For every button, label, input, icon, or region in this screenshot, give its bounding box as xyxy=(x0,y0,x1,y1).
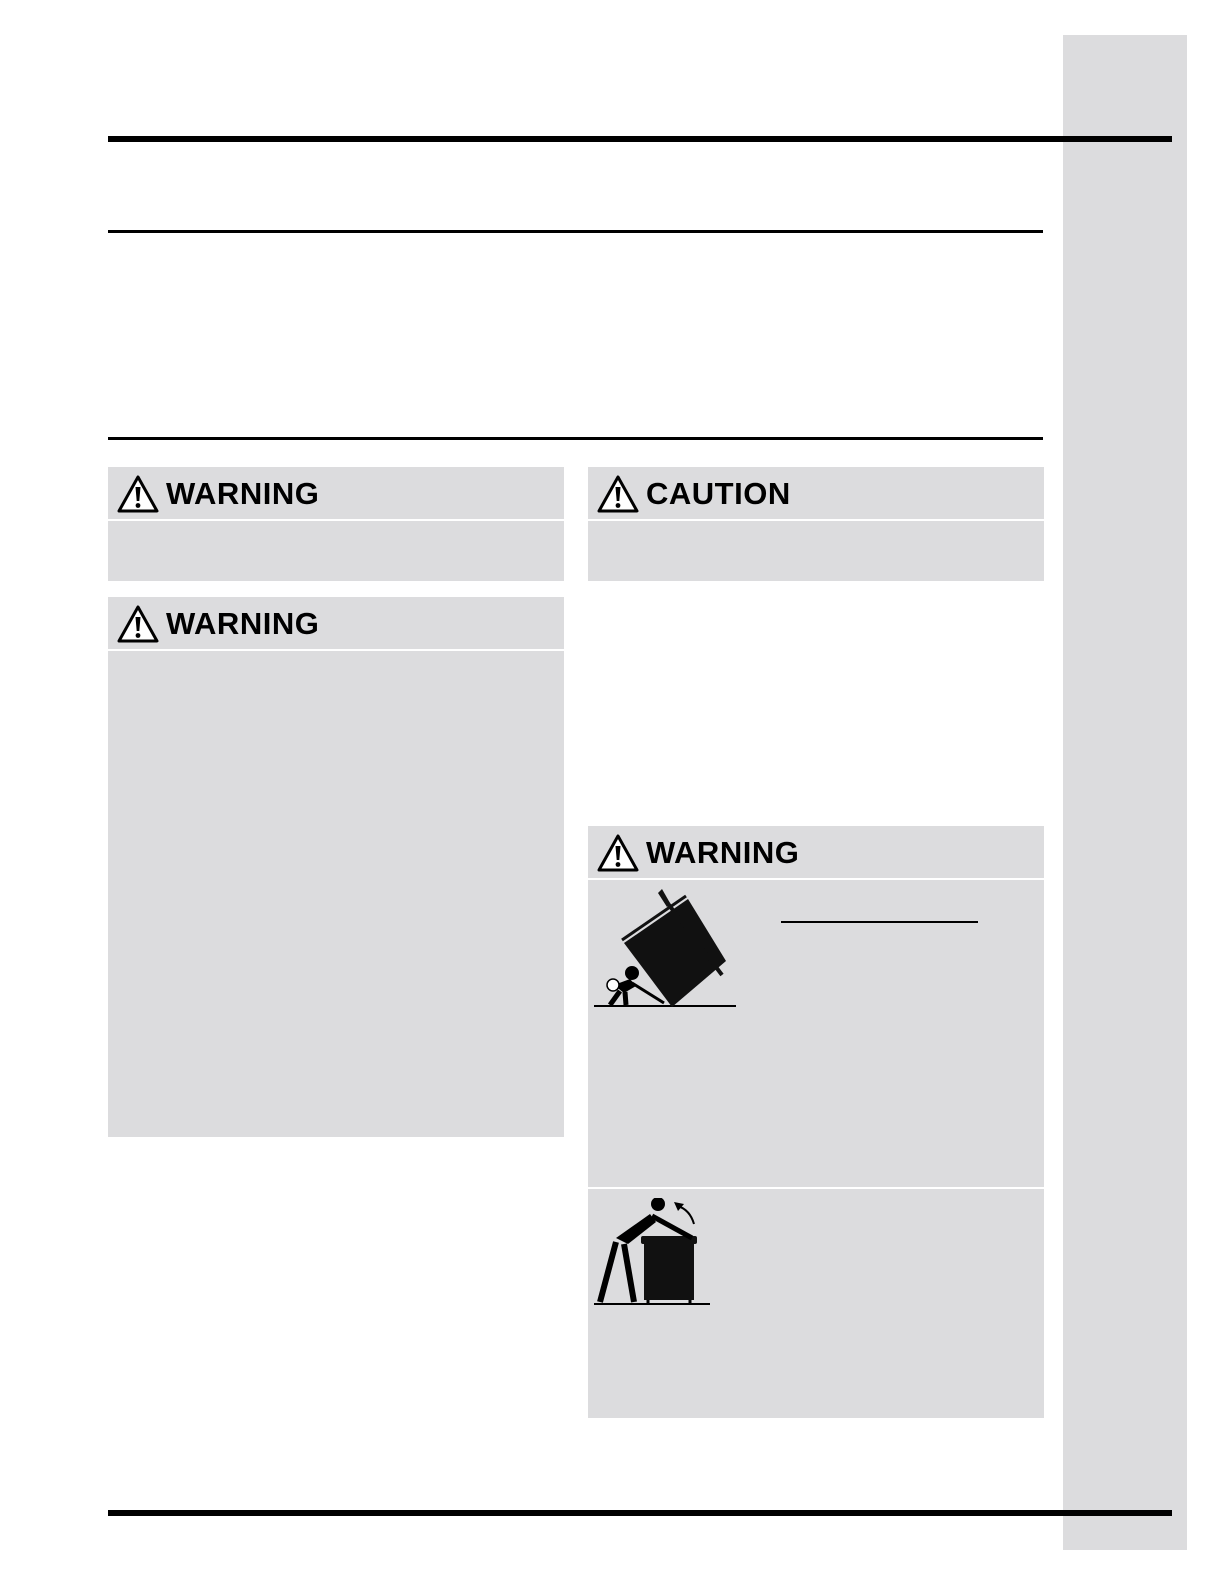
heading-underline xyxy=(781,921,978,923)
alert-triangle-icon xyxy=(596,833,640,873)
caution-box xyxy=(588,467,1044,581)
signal-word: CAUTION xyxy=(646,476,791,511)
warning-box xyxy=(108,597,564,1137)
side-tab xyxy=(1063,35,1187,1550)
signal-word: WARNING xyxy=(646,835,800,870)
caution-header xyxy=(588,467,1044,521)
alert-triangle-icon xyxy=(596,474,640,514)
signal-word: WARNING xyxy=(166,606,320,641)
warning-box xyxy=(108,467,564,581)
top-rule xyxy=(108,136,1172,142)
signal-word: WARNING xyxy=(166,476,320,511)
person-lifting-appliance-pictogram xyxy=(594,1198,714,1310)
warning-header xyxy=(108,597,564,651)
child-tipping-appliance-pictogram xyxy=(594,889,740,1011)
alert-triangle-icon xyxy=(116,604,160,644)
section-rule xyxy=(108,230,1043,233)
section-divider xyxy=(588,1187,1044,1189)
bottom-rule xyxy=(108,1510,1172,1516)
tip-over-warning-box xyxy=(588,826,1044,1418)
warning-header xyxy=(108,467,564,521)
warning-header xyxy=(588,826,1044,880)
section-rule xyxy=(108,437,1043,440)
alert-triangle-icon xyxy=(116,474,160,514)
